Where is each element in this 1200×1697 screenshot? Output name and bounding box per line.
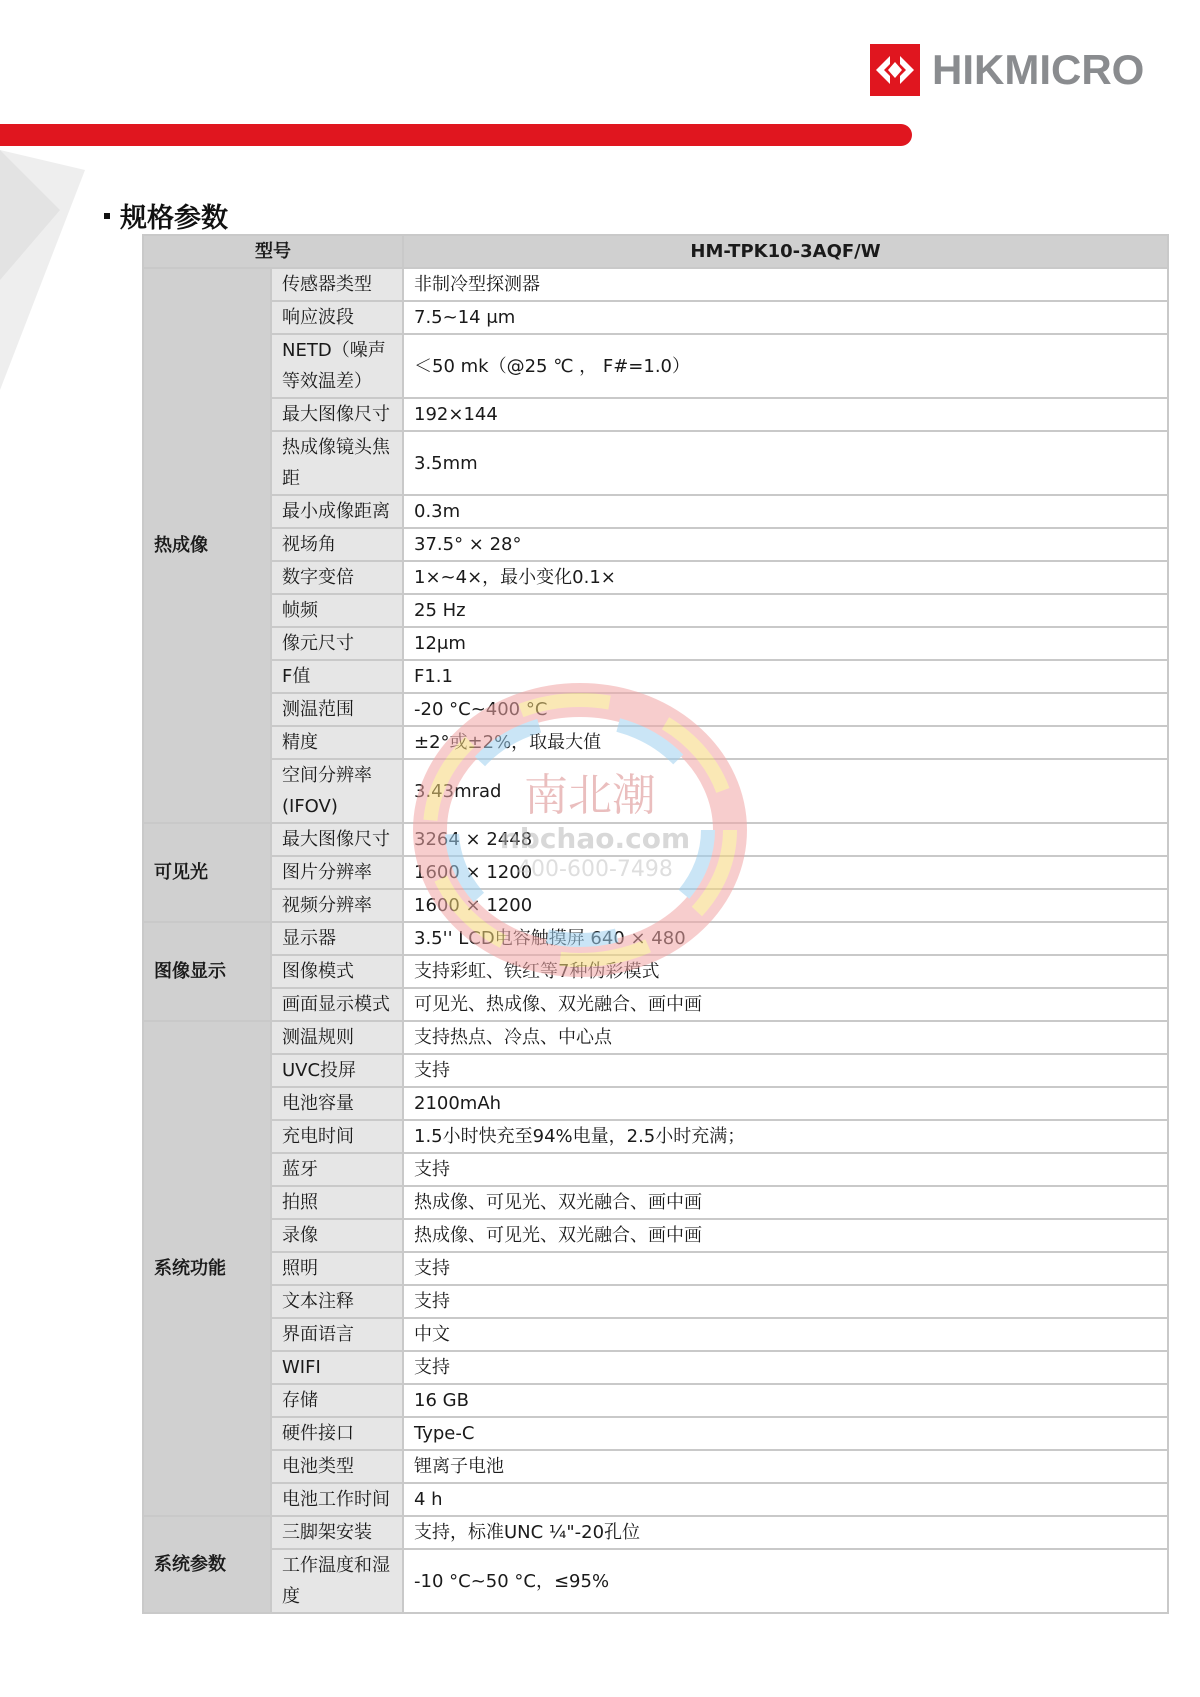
param-value: 12μm <box>403 627 1168 660</box>
table-row <box>143 594 1168 627</box>
table-row <box>143 495 1168 528</box>
param-name: 电池工作时间 <box>271 1483 403 1516</box>
param-name: 最小成像距离 <box>271 495 403 528</box>
param-name: 数字变倍 <box>271 561 403 594</box>
table-row <box>143 431 1168 495</box>
param-value: F1.1 <box>403 660 1168 693</box>
table-row <box>143 1120 1168 1153</box>
spec-table <box>142 234 1169 1614</box>
param-value: 1.5小时快充至94%电量，2.5小时充满； <box>403 1120 1168 1153</box>
param-value: 37.5° × 28° <box>403 528 1168 561</box>
param-name: 图像模式 <box>271 955 403 988</box>
param-name: 图片分辨率 <box>271 856 403 889</box>
param-value: -20 °C~400 °C <box>403 693 1168 726</box>
param-value: 可见光、热成像、双光融合、画中画 <box>403 988 1168 1021</box>
param-value: 1×~4×，最小变化0.1× <box>403 561 1168 594</box>
param-value: 支持彩虹、铁红等7种伪彩模式 <box>403 955 1168 988</box>
param-value: 热成像、可见光、双光融合、画中画 <box>403 1219 1168 1252</box>
param-value: 3264 × 2448 <box>403 823 1168 856</box>
param-value: 中文 <box>403 1318 1168 1351</box>
param-value: 25 Hz <box>403 594 1168 627</box>
table-row <box>143 889 1168 922</box>
param-name: 拍照 <box>271 1186 403 1219</box>
table-row <box>143 1186 1168 1219</box>
param-name: 视场角 <box>271 528 403 561</box>
param-name: 蓝牙 <box>271 1153 403 1186</box>
table-header-row <box>143 235 1168 268</box>
param-name: 三脚架安装 <box>271 1516 403 1549</box>
param-value: 2100mAh <box>403 1087 1168 1120</box>
table-row <box>143 334 1168 398</box>
bullet-icon <box>104 213 110 219</box>
table-row <box>143 1285 1168 1318</box>
param-name: 响应波段 <box>271 301 403 334</box>
param-value: 支持 <box>403 1153 1168 1186</box>
brand-logo <box>870 44 1144 96</box>
category-cell: 可见光 <box>143 823 271 922</box>
table-row <box>143 1450 1168 1483</box>
table-row <box>143 1417 1168 1450</box>
param-name: 充电时间 <box>271 1120 403 1153</box>
table-row <box>143 1516 1168 1549</box>
table-row <box>143 398 1168 431</box>
param-name: 精度 <box>271 726 403 759</box>
param-name: 录像 <box>271 1219 403 1252</box>
param-value: 7.5~14 μm <box>403 301 1168 334</box>
watermark-line3: 400-600-7498 <box>517 857 673 882</box>
category-cell: 图像显示 <box>143 922 271 1021</box>
param-value: 支持 <box>403 1252 1168 1285</box>
table-row <box>143 1384 1168 1417</box>
param-value: 1600 × 1200 <box>403 889 1168 922</box>
param-name: 电池类型 <box>271 1450 403 1483</box>
table-row <box>143 1318 1168 1351</box>
param-name: 界面语言 <box>271 1318 403 1351</box>
param-value: 支持，标准UNC ¼"-20孔位 <box>403 1516 1168 1549</box>
param-name: 照明 <box>271 1252 403 1285</box>
param-value: -10 °C~50 °C，≤95% <box>403 1549 1168 1613</box>
param-name: 画面显示模式 <box>271 988 403 1021</box>
category-cell: 系统功能 <box>143 1021 271 1516</box>
param-value: ±2°或±2%，取最大值 <box>403 726 1168 759</box>
param-name: 测温范围 <box>271 693 403 726</box>
table-row <box>143 1219 1168 1252</box>
param-value: 4 h <box>403 1483 1168 1516</box>
watermark-line1: 南北潮 <box>524 770 656 821</box>
table-row <box>143 561 1168 594</box>
param-name: 传感器类型 <box>271 268 403 301</box>
param-name: 存储 <box>271 1384 403 1417</box>
param-value: 0.3m <box>403 495 1168 528</box>
param-value: 支持 <box>403 1351 1168 1384</box>
table-row <box>143 301 1168 334</box>
param-value: 3.5'' LCD电容触摸屏 640 × 480 <box>403 922 1168 955</box>
header-accent-bar <box>0 124 912 146</box>
param-value: 支持 <box>403 1285 1168 1318</box>
table-row <box>143 988 1168 1021</box>
brand-name: HIKMICRO <box>932 46 1145 93</box>
table-row <box>143 1054 1168 1087</box>
table-row <box>143 955 1168 988</box>
param-name: F值 <box>271 660 403 693</box>
table-row <box>143 922 1168 955</box>
param-value: Type-C <box>403 1417 1168 1450</box>
param-name: 工作温度和湿度 <box>271 1549 403 1613</box>
param-name: WIFI <box>271 1351 403 1384</box>
param-name: 视频分辨率 <box>271 889 403 922</box>
param-name: 电池容量 <box>271 1087 403 1120</box>
param-value: 热成像、可见光、双光融合、画中画 <box>403 1186 1168 1219</box>
param-value: 支持 <box>403 1054 1168 1087</box>
param-name: 测温规则 <box>271 1021 403 1054</box>
table-row <box>143 726 1168 759</box>
table-row <box>143 660 1168 693</box>
header-model: HM-TPK10-3AQF/W <box>403 235 1168 268</box>
param-value: 1600 × 1200 <box>403 856 1168 889</box>
param-name: 文本注释 <box>271 1285 403 1318</box>
category-cell: 热成像 <box>143 268 271 823</box>
param-name: 帧频 <box>271 594 403 627</box>
table-row <box>143 1021 1168 1054</box>
param-name: 显示器 <box>271 922 403 955</box>
table-row <box>143 856 1168 889</box>
table-row <box>143 528 1168 561</box>
table-row <box>143 1549 1168 1613</box>
param-name: 热成像镜头焦距 <box>271 431 403 495</box>
header-label: 型号 <box>143 235 403 268</box>
table-row <box>143 1351 1168 1384</box>
param-name: 像元尺寸 <box>271 627 403 660</box>
watermark-line2: nbchao.com <box>499 822 691 855</box>
param-name: 空间分辨率 (IFOV) <box>271 759 403 823</box>
decorative-shape <box>0 150 90 390</box>
table-row <box>143 823 1168 856</box>
param-value: 3.43mrad <box>403 759 1168 823</box>
table-row <box>143 627 1168 660</box>
category-cell: 系统参数 <box>143 1516 271 1613</box>
section-heading <box>104 196 228 235</box>
param-value: 192×144 <box>403 398 1168 431</box>
param-value: 3.5mm <box>403 431 1168 495</box>
param-value: 支持热点、冷点、中心点 <box>403 1021 1168 1054</box>
table-row <box>143 693 1168 726</box>
table-row <box>143 759 1168 823</box>
section-title: 规格参数 <box>120 203 228 234</box>
table-row <box>143 268 1168 301</box>
param-value: 16 GB <box>403 1384 1168 1417</box>
param-value: ＜50 mk（@25 ℃ ， F#=1.0） <box>403 334 1168 398</box>
hikmicro-logo-icon <box>870 44 920 96</box>
table-row <box>143 1483 1168 1516</box>
table-row <box>143 1087 1168 1120</box>
param-name: 最大图像尺寸 <box>271 823 403 856</box>
param-name: 最大图像尺寸 <box>271 398 403 431</box>
param-name: UVC投屏 <box>271 1054 403 1087</box>
param-value: 锂离子电池 <box>403 1450 1168 1483</box>
param-name: NETD（噪声等效温差） <box>271 334 403 398</box>
table-row <box>143 1252 1168 1285</box>
table-row <box>143 1153 1168 1186</box>
param-value: 非制冷型探测器 <box>403 268 1168 301</box>
param-name: 硬件接口 <box>271 1417 403 1450</box>
